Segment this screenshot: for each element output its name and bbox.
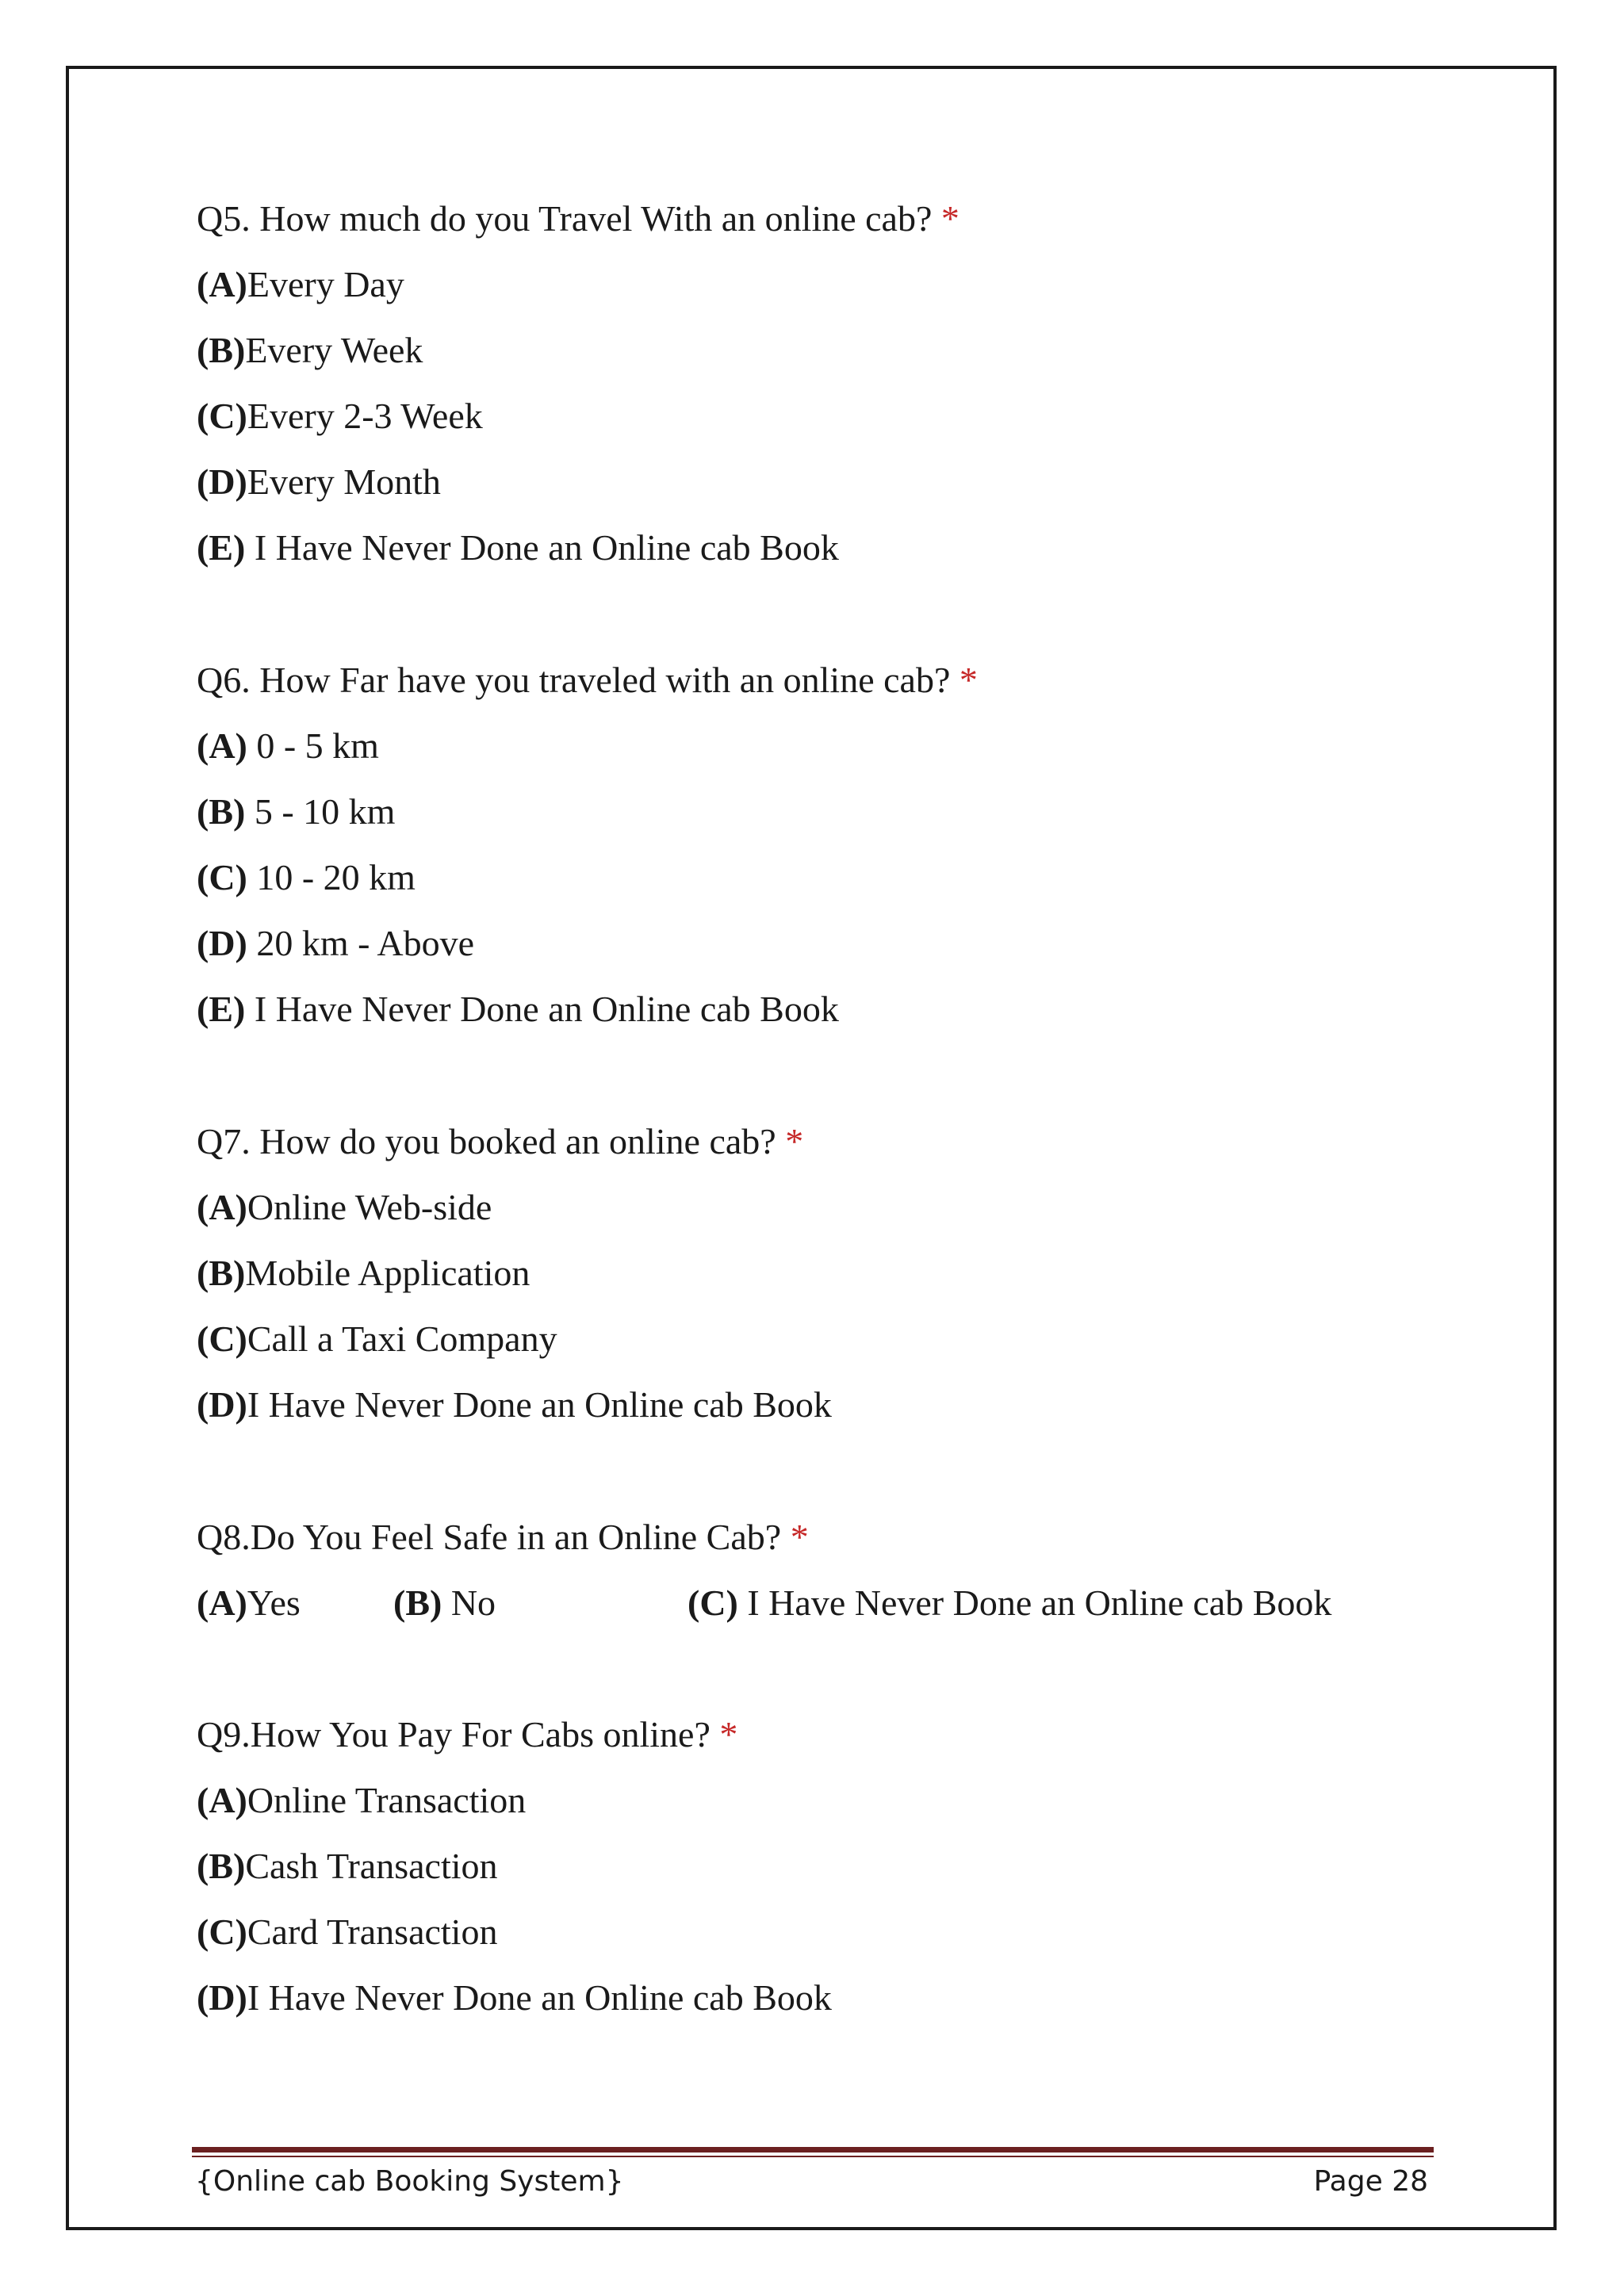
page-number: Page 28	[1313, 2165, 1428, 2198]
q9-option-d	[197, 1976, 832, 2020]
q5-option-b	[197, 328, 423, 373]
q5-option-e	[197, 526, 839, 570]
required-asterisk: *	[959, 660, 978, 700]
q8-option-b	[393, 1581, 496, 1625]
option-key: (A)	[197, 1780, 247, 1820]
q8-option-c	[688, 1581, 1331, 1625]
option-text: 0 - 5 km	[247, 725, 379, 766]
option-text: Every 2-3 Week	[247, 396, 483, 436]
option-text: Every Week	[245, 330, 423, 370]
option-text: 20 km - Above	[247, 923, 475, 963]
required-asterisk: *	[785, 1121, 804, 1161]
option-text: I Have Never Done an Online cab Book	[245, 527, 839, 568]
q7-option-a	[197, 1185, 492, 1230]
option-key: (A)	[197, 1582, 247, 1623]
q7-option-d	[197, 1383, 832, 1427]
option-key: (C)	[197, 396, 247, 436]
q6-option-e	[197, 987, 839, 1031]
question-text: Q9.How You Pay For Cabs online?	[197, 1714, 720, 1755]
q9-option-a	[197, 1778, 526, 1823]
footer-rule-thick	[192, 2147, 1434, 2152]
option-text: Mobile Application	[245, 1253, 530, 1293]
q9-option-b	[197, 1844, 498, 1888]
option-text: I Have Never Done an Online cab Book	[737, 1582, 1332, 1623]
option-text: Yes	[247, 1582, 301, 1623]
q5-option-d	[197, 460, 441, 504]
required-asterisk: *	[719, 1714, 738, 1755]
q7-option-c	[197, 1317, 557, 1361]
question-text: Q5. How much do you Travel With an online cab?	[197, 198, 941, 239]
footer-rule-thin	[192, 2156, 1434, 2157]
option-text: Cash Transaction	[245, 1846, 498, 1886]
option-key: (C)	[688, 1582, 738, 1623]
option-text: Card Transaction	[247, 1911, 498, 1952]
option-text: 10 - 20 km	[247, 857, 416, 897]
question-5	[197, 197, 959, 241]
q6-option-c	[197, 855, 416, 900]
question-8	[197, 1515, 809, 1559]
q8-option-a	[197, 1581, 301, 1625]
option-key: (B)	[197, 1846, 246, 1886]
option-key: (D)	[197, 923, 247, 963]
option-text: I Have Never Done an Online cab Book	[245, 989, 839, 1029]
q9-option-c	[197, 1910, 497, 1954]
option-key: (B)	[197, 330, 246, 370]
option-key: (E)	[197, 989, 246, 1029]
option-text: Online Web-side	[247, 1187, 492, 1227]
option-text: No	[442, 1582, 496, 1623]
q5-option-c	[197, 394, 483, 438]
option-key: (E)	[197, 527, 246, 568]
option-key: (D)	[197, 1384, 247, 1425]
option-text: Every Day	[247, 264, 404, 304]
option-key: (B)	[197, 791, 246, 832]
option-key: (A)	[197, 264, 247, 304]
option-key: (B)	[197, 1253, 246, 1293]
option-key: (A)	[197, 1187, 247, 1227]
footer-title: {Online cab Booking System}	[195, 2165, 624, 2198]
option-key: (A)	[197, 725, 247, 766]
required-asterisk: *	[940, 198, 959, 239]
option-key: (C)	[197, 857, 247, 897]
question-text: Q6. How Far have you traveled with an online cab?	[197, 660, 959, 700]
q8-options-row	[197, 1581, 1434, 1625]
q6-option-a	[197, 724, 379, 768]
q7-option-b	[197, 1251, 530, 1295]
question-9	[197, 1712, 737, 1757]
q6-option-d	[197, 921, 474, 966]
option-text: I Have Never Done an Online cab Book	[247, 1384, 832, 1425]
option-text: 5 - 10 km	[245, 791, 396, 832]
option-key: (C)	[197, 1911, 247, 1952]
required-asterisk: *	[790, 1517, 809, 1557]
option-key: (D)	[197, 1977, 247, 2018]
option-key: (B)	[393, 1582, 442, 1623]
q5-option-a	[197, 262, 404, 307]
question-6	[197, 658, 978, 702]
q6-option-b	[197, 790, 395, 834]
question-text: Q8.Do You Feel Safe in an Online Cab?	[197, 1517, 791, 1557]
option-text: I Have Never Done an Online cab Book	[247, 1977, 832, 2018]
option-text: Call a Taxi Company	[247, 1318, 557, 1359]
option-text: Online Transaction	[247, 1780, 527, 1820]
option-text: Every Month	[247, 461, 441, 502]
question-text: Q7. How do you booked an online cab?	[197, 1121, 786, 1161]
option-key: (C)	[197, 1318, 247, 1359]
question-7	[197, 1119, 803, 1164]
option-key: (D)	[197, 461, 247, 502]
